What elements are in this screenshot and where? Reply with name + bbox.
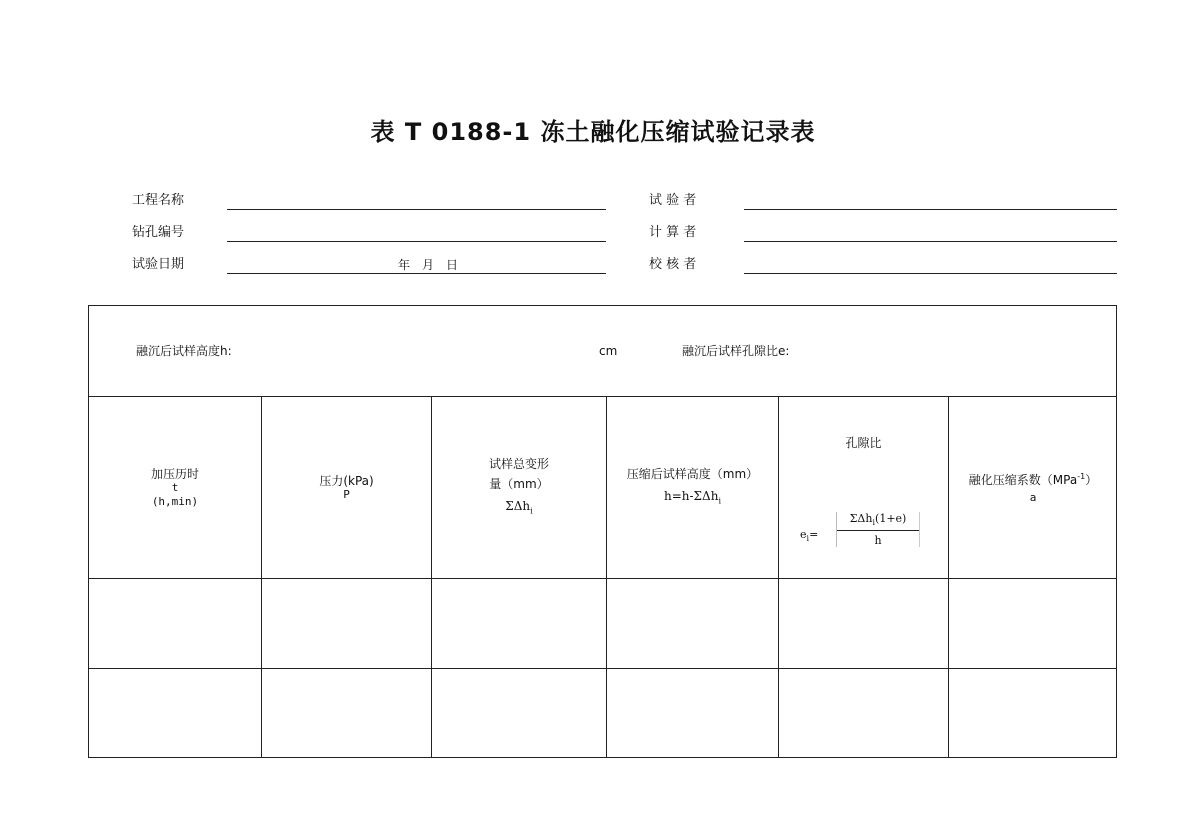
- table-cell[interactable]: [607, 579, 778, 668]
- date-year-label: 年: [398, 258, 411, 272]
- table-cell[interactable]: [262, 669, 431, 757]
- checker-field[interactable]: [744, 273, 1117, 274]
- calculator-label: 计 算 者: [649, 225, 697, 240]
- project-name-label: 工程名称: [132, 193, 185, 208]
- void-ratio-label: 融沉后试样孔隙比e:: [682, 344, 790, 358]
- table-cell[interactable]: [262, 579, 431, 668]
- project-name-field[interactable]: [227, 209, 606, 210]
- test-date-parts: [392, 257, 464, 273]
- column-symbol: P: [343, 487, 350, 501]
- column-title: 加压历时: [150, 466, 199, 481]
- table-cell[interactable]: [89, 669, 261, 757]
- table-cell[interactable]: [779, 669, 948, 757]
- column-formula: ΣΔh$_i$: [505, 498, 533, 516]
- column-title: 融化压缩系数（MPa$^{-1}$）: [968, 472, 1098, 487]
- column-symbol: a: [1029, 491, 1037, 504]
- page-title: 表 T 0188-1 冻土融化压缩试验记录表: [370, 118, 816, 146]
- sample-height-unit: cm: [599, 344, 618, 358]
- column-title: 试样总变形: [488, 456, 549, 471]
- column-header-void-ratio: 孔隙比: [845, 436, 882, 450]
- table-cell[interactable]: [949, 669, 1116, 757]
- sample-height-label: 融沉后试样高度h:: [136, 344, 232, 358]
- column-title: 压力(kPa): [319, 473, 374, 488]
- table-cell[interactable]: [432, 669, 606, 757]
- column-header-duration: [89, 397, 261, 578]
- test-date-label: 试验日期: [132, 257, 185, 272]
- table-cell[interactable]: [432, 579, 606, 668]
- date-month-label: 月: [422, 258, 435, 272]
- borehole-no-field[interactable]: [227, 241, 606, 242]
- table-cell[interactable]: [779, 579, 948, 668]
- column-title: 压缩后试样高度（mm）: [626, 466, 759, 481]
- table-cell[interactable]: [89, 579, 261, 668]
- column-header-total-deformation: [432, 397, 606, 578]
- column-unit: 量（mm）: [489, 476, 549, 491]
- tester-label: 试 验 者: [649, 193, 697, 208]
- column-header-compressed-height: [607, 397, 778, 578]
- date-day-label: 日: [446, 258, 459, 272]
- column-symbol: t: [171, 480, 179, 494]
- column-header-pressure: [262, 397, 431, 578]
- column-formula: h=h-ΣΔh$_i$: [663, 488, 721, 506]
- test-date-field[interactable]: [227, 273, 606, 274]
- calculator-field[interactable]: [744, 241, 1117, 242]
- tester-field[interactable]: [744, 209, 1117, 210]
- table-cell[interactable]: [949, 579, 1116, 668]
- column-unit: (h,min): [151, 494, 199, 508]
- checker-label: 校 核 者: [649, 257, 697, 272]
- borehole-no-label: 钻孔编号: [132, 225, 185, 240]
- column-header-thaw-compression-coefficient: [949, 397, 1117, 578]
- table-cell[interactable]: [607, 669, 778, 757]
